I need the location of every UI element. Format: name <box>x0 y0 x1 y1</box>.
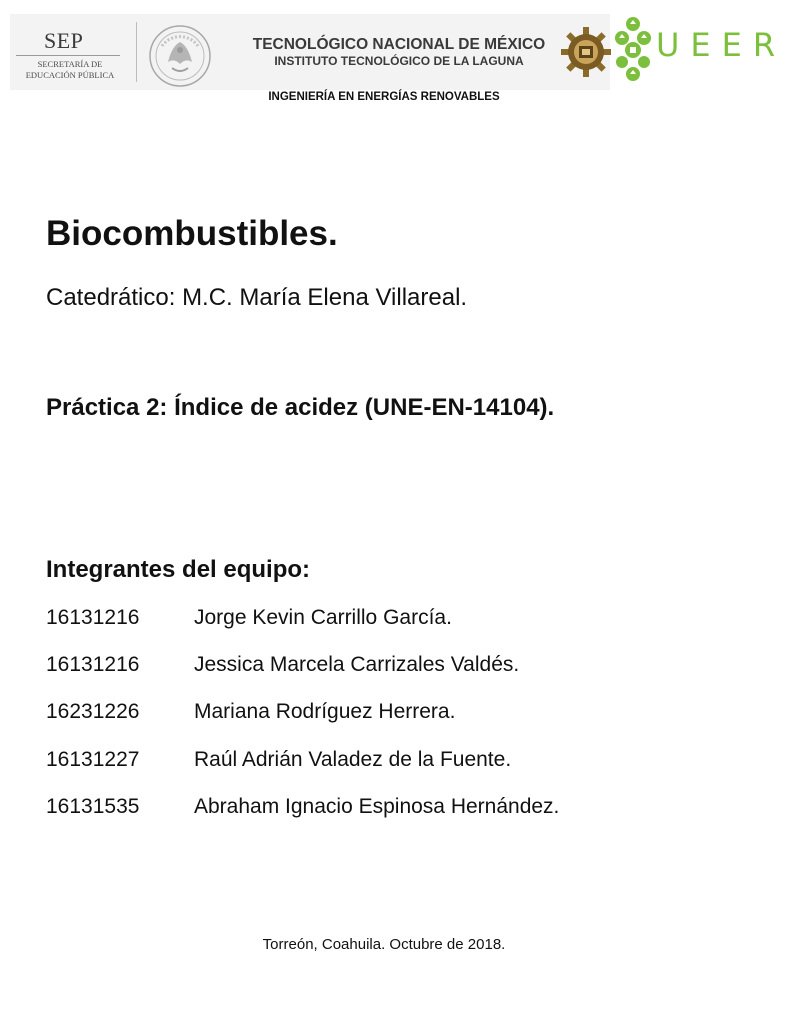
member-list <box>46 606 559 842</box>
sep-logo-caption <box>16 59 124 81</box>
logo-divider <box>136 22 137 82</box>
member-name: Mariana Rodríguez Herrera. <box>194 700 456 724</box>
career-name: INGENIERÍA EN ENERGÍAS RENOVABLES <box>268 91 500 103</box>
teacher-line: Catedrático: M.C. María Elena Villareal. <box>46 284 468 311</box>
gear-emblem-icon <box>560 26 612 78</box>
team-heading: Integrantes del equipo: <box>46 556 311 583</box>
member-name: Abraham Ignacio Espinosa Hernández. <box>194 794 560 818</box>
national-seal-icon <box>148 24 212 88</box>
member-row <box>46 748 559 795</box>
practice-title: Práctica 2: Índice de acidez (UNE-EN-14104). <box>46 394 555 421</box>
member-row <box>46 795 559 842</box>
sep-logo-line2: EDUCACIÓN PÚBLICA <box>25 70 115 80</box>
member-id: 16231226 <box>46 700 140 724</box>
member-id: 16131216 <box>46 606 140 629</box>
member-id: 16131216 <box>46 653 140 677</box>
member-name: Jessica Marcela Carrizales Valdés. <box>194 653 520 677</box>
member-name: Jorge Kevin Carrillo García. <box>194 606 452 629</box>
leaf-cluster-icon <box>612 16 654 82</box>
place-and-date: Torreón, Coahuila. Octubre de 2018. <box>262 936 506 953</box>
sep-logo-line1: SECRETARÍA DE <box>37 59 103 69</box>
sep-logo-acronym: SEP <box>44 28 84 53</box>
member-row <box>46 700 559 747</box>
member-id: 16131535 <box>46 794 140 818</box>
member-name: Raúl Adrián Valadez de la Fuente. <box>194 747 512 771</box>
member-id: 16131227 <box>46 747 140 771</box>
course-title: Biocombustibles. <box>46 214 338 253</box>
institution-subtitle: INSTITUTO TECNOLÓGICO DE LA LAGUNA <box>274 54 524 68</box>
institution-title: TECNOLÓGICO NACIONAL DE MÉXICO <box>252 36 546 53</box>
member-row <box>46 606 559 653</box>
sep-logo-rule <box>16 55 120 56</box>
member-row <box>46 653 559 700</box>
ueer-logo-text: UEER <box>656 26 786 64</box>
